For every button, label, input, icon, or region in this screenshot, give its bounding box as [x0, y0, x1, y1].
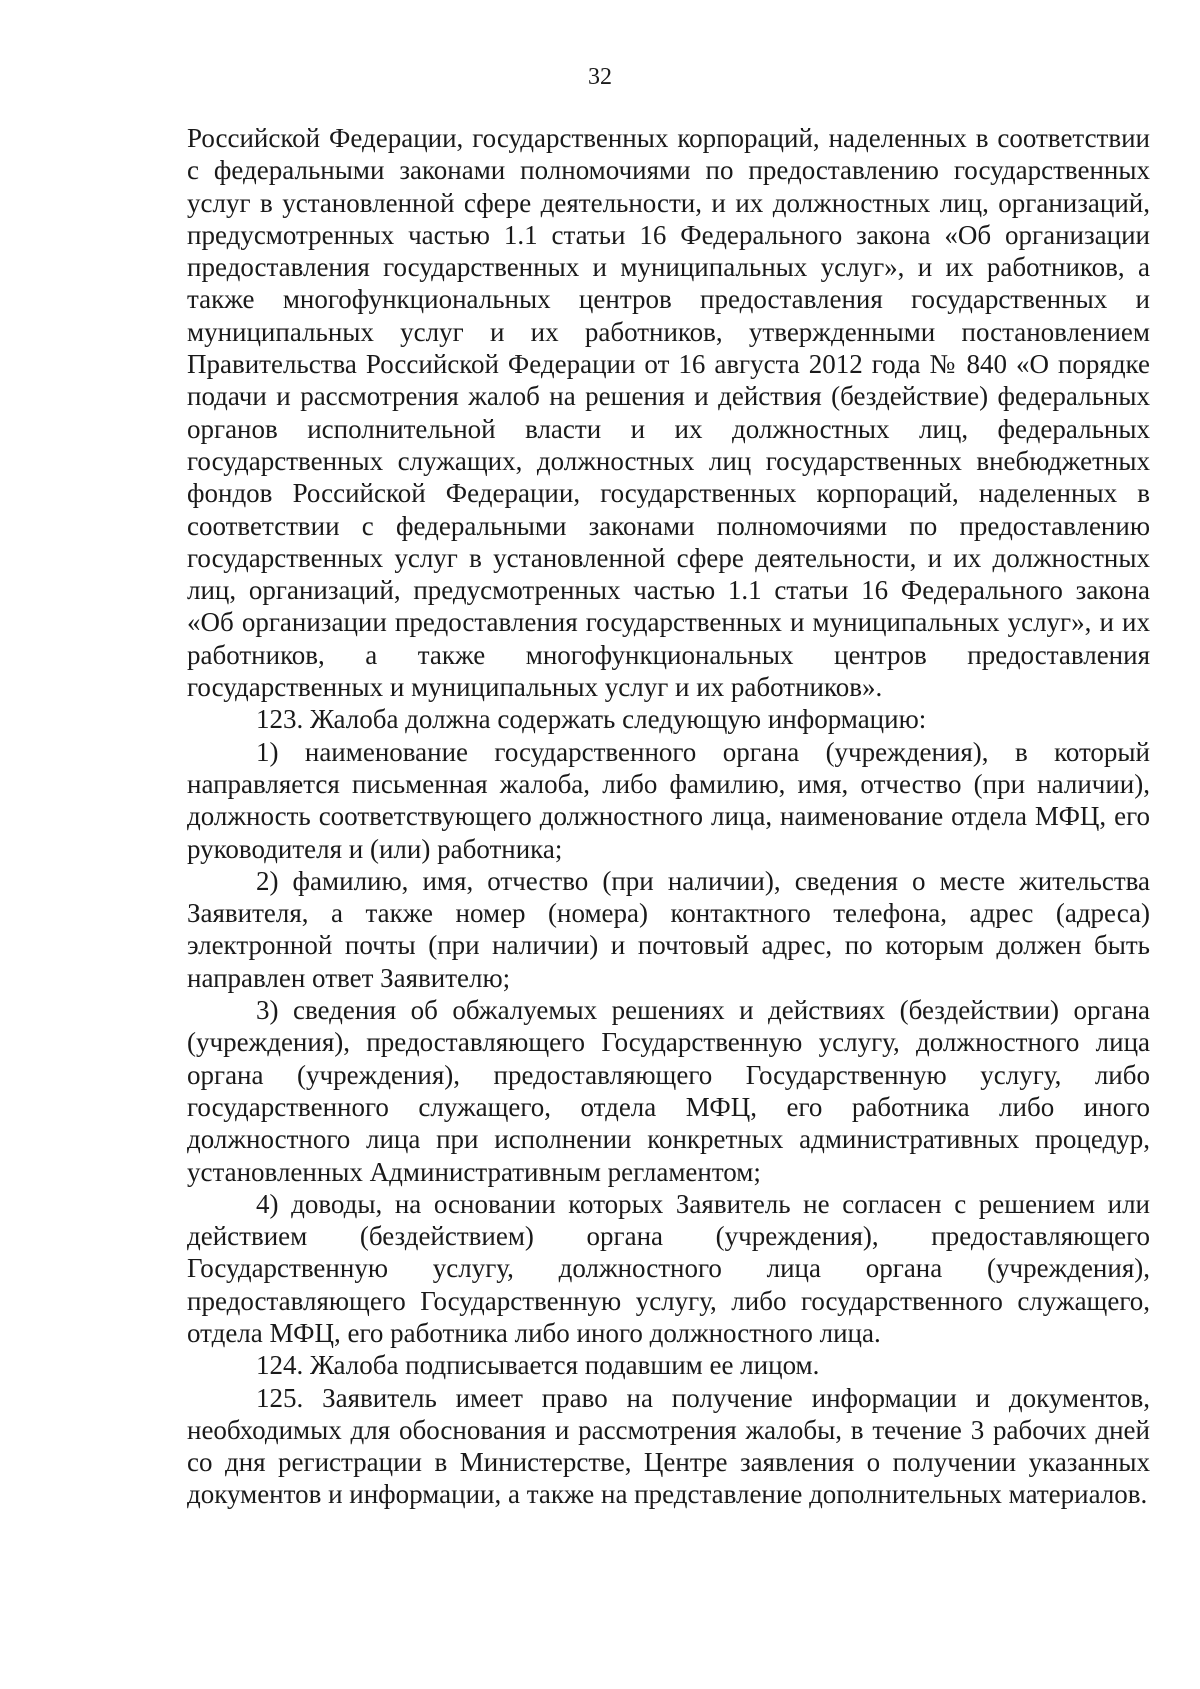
paragraph-subitem-4: 4) доводы, на основании которых Заявитель не согласен с решением или действием (бездействием) органа (учреждения), предоставляющего Государственную услугу, должностного лица органа (учреждения), предоставляющего Государственную услугу, либо государственного служащего, отдела МФЦ, его работника либо иного должностного лица. — [187, 1188, 1150, 1348]
paragraph-subitem-3: 3) сведения об обжалуемых решениях и действиях (бездействии) органа (учреждения), предоставляющего Государственную услугу, должностного лица органа (учреждения), предоставляющего Государственную услугу, либо государственного служащего, отдела МФЦ, его работника либо иного должностного лица при исполнении конкретных административных процедур, установленных Административным регламентом; — [187, 995, 1150, 1187]
document-body — [187, 122, 1150, 1511]
paragraph-continuation: Российской Федерации, государственных корпораций, наделенных в соответствии с федеральными законами полномочиями по предоставлению государственных услуг в установленной сфере деятельности, и их должностных лиц, организаций, предусмотренных частью 1.1 статьи 16 Федерального закона «Об организации предоставления государственных и муниципальных услуг», и их работников, а также многофункциональных центров предоставления государственных и муниципальных услуг и их работников, утвержденными постановлением Правительства Российской Федерации от 16 августа 2012 года № 840 «О порядке подачи и рассмотрения жалоб на решения и действия (бездействие) федеральных органов исполнительной власти и их должностных лиц, федеральных государственных служащих, должностных лиц государственных внебюджетных фондов Российской Федерации, государственных корпораций, наделенных в соответствии с федеральными законами полномочиями по предоставлению государственных услуг в установленной сфере деятельности, и их должностных лиц, организаций, предусмотренных частью 1.1 статьи 16 Федерального закона «Об организации предоставления государственных и муниципальных услуг», и их работников, а также многофункциональных центров предоставления государственных и муниципальных услуг и их работников». — [187, 123, 1150, 703]
page-number: 32 — [588, 64, 612, 90]
paragraph-subitem-2: 2) фамилию, имя, отчество (при наличии), сведения о месте жительства Заявителя, а также номер (номера) контактного телефона, адрес (адреса) электронной почты (при наличии) и почтовый адрес, по которым должен быть направлен ответ Заявителю; — [187, 865, 1150, 993]
paragraph-item-125: 125. Заявитель имеет право на получение информации и документов, необходимых для обоснования и рассмотрения жалобы, в течение 3 рабочих дней со дня регистрации в Министерстве, Центре заявления о получении указанных документов и информации, а также на представление дополнительных материалов. — [187, 1382, 1150, 1510]
paragraph-item-123: 123. Жалоба должна содержать следующую информацию: — [256, 704, 927, 735]
paragraph-subitem-1: 1) наименование государственного органа (учреждения), в который направляется письменная жалоба, либо фамилию, имя, отчество (при наличии), должность соответствующего должностного лица, наименование отдела МФЦ, его руководителя и (или) работника; — [187, 736, 1150, 864]
paragraph-item-124: 124. Жалоба подписывается подавшим ее лицом. — [256, 1350, 820, 1381]
